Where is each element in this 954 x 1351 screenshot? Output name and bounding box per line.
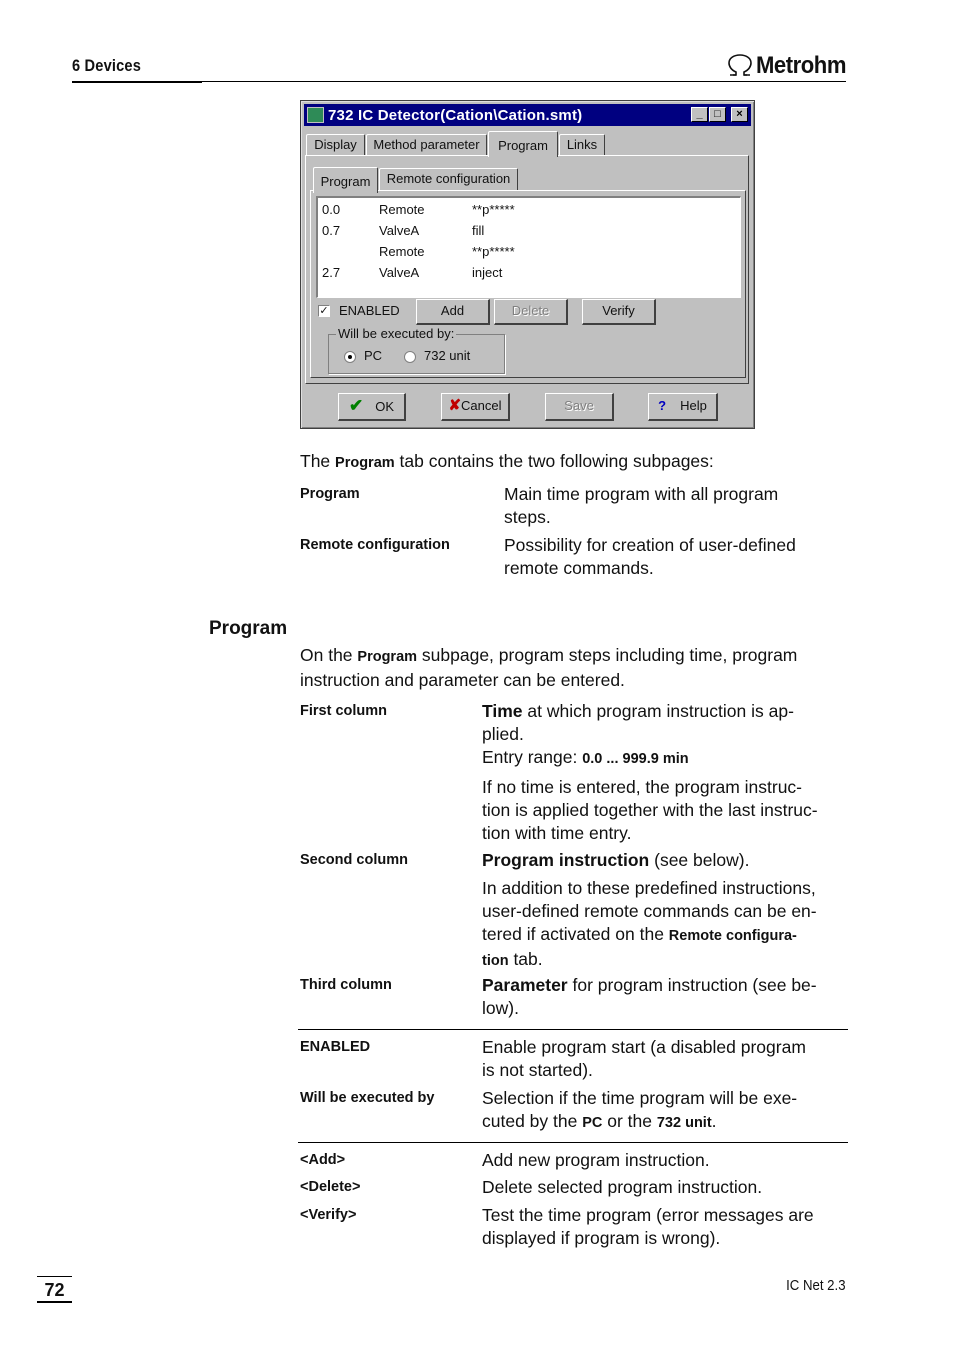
list-item[interactable]: 0.7 ValveA fill [322, 223, 485, 238]
list-item[interactable]: Remote **p***** [379, 244, 515, 259]
checkmark-icon: ✓ [319, 305, 329, 317]
execution-group-label: Will be executed by: [338, 326, 455, 341]
tab-program[interactable]: Program [488, 131, 558, 157]
minimize-button[interactable] [691, 107, 708, 122]
cancel-button[interactable]: ✘Cancel [441, 393, 510, 421]
desc-add: Add new program instruction. [482, 1150, 710, 1170]
ok-button[interactable]: ✔ OK [338, 393, 406, 421]
desc-third-column: Parameter for program instruction (see be- low). [482, 975, 817, 1018]
radio-732-unit[interactable] [404, 351, 416, 363]
desc-first-column: Time at which program instruction is ap- plied. Entry range: 0.0 ... 999.9 min If no time is entered, the program instruc- tion is applied together with the last instruc- tion with time entry. [482, 701, 818, 843]
question-icon: ? [658, 398, 667, 413]
desc-second-column: Program instruction (see below). In addition to these predefined instructions, user-defined remote commands can be en- tered if activated on the Remote configura- tion tab. [482, 850, 817, 969]
term-add: <Add> [300, 1152, 346, 1168]
term-enabled: ENABLED [300, 1039, 371, 1055]
term-first-column: First column [300, 703, 388, 719]
tab-method-parameter[interactable]: Method parameter [366, 134, 487, 156]
subpage-term-remote: Remote configuration [300, 537, 450, 553]
term-executed-by: Will be executed by [300, 1090, 435, 1106]
tab-links[interactable]: Links [559, 134, 605, 156]
divider [298, 1029, 848, 1030]
subtab-remote-configuration[interactable]: Remote configuration [379, 168, 518, 190]
radio-732-unit-label: 732 unit [424, 348, 471, 363]
subpage-term-program: Program [300, 486, 360, 502]
subpage-desc-program: Main time program with all program steps. [504, 484, 779, 527]
save-button[interactable]: Save [545, 393, 614, 421]
page-number: 72 [37, 1276, 72, 1303]
brand-name: Metrohm [756, 52, 847, 79]
dialog-titlebar [304, 104, 751, 126]
enabled-label: ENABLED [339, 303, 400, 318]
radio-pc[interactable] [344, 351, 356, 363]
delete-button[interactable]: Delete [494, 299, 568, 325]
enabled-checkbox[interactable] [318, 305, 330, 317]
program-list[interactable] [316, 196, 741, 298]
desc-executed-by: Selection if the time program will be exe- cuted by the PC or the 732 unit. [482, 1088, 798, 1131]
section-intro: On the Program subpage, program steps including time, program instruction and parameter can be entered. [300, 645, 798, 690]
subtab-program[interactable]: Program [313, 167, 378, 193]
close-icon: × [736, 108, 743, 120]
section-title: Program [209, 618, 288, 639]
subpage-desc-remote: Possibility for creation of user-defined remote commands. [504, 535, 796, 578]
term-second-column: Second column [300, 852, 408, 868]
term-verify: <Verify> [300, 1207, 357, 1223]
help-button[interactable]: ? Help [648, 393, 718, 421]
desc-verify: Test the time program (error messages are displayed if program is wrong). [482, 1205, 814, 1248]
chapter-heading: 6 Devices [72, 56, 142, 75]
list-item[interactable]: 2.7 ValveA inject [322, 265, 503, 280]
product-name: IC Net 2.3 [786, 1277, 846, 1294]
dialog-title: 732 IC Detector(Cation\Cation.smt) [328, 107, 583, 124]
maximize-icon: □ [714, 108, 721, 120]
verify-button[interactable]: Verify [582, 299, 656, 325]
check-icon: ✔ [348, 396, 364, 415]
add-button[interactable]: Add [416, 299, 490, 325]
tab-display[interactable]: Display [306, 134, 365, 156]
maximize-button[interactable] [709, 107, 726, 122]
close-button[interactable] [731, 107, 748, 122]
header-rule-thick [72, 81, 202, 83]
radio-pc-label: PC [364, 348, 383, 363]
term-delete: <Delete> [300, 1179, 361, 1195]
omega-icon [726, 54, 754, 78]
minimize-icon: _ [696, 108, 703, 120]
divider [298, 1142, 848, 1143]
desc-delete: Delete selected program instruction. [482, 1177, 763, 1197]
cross-icon: ✘ [448, 397, 462, 414]
list-item[interactable]: 0.0 Remote **p***** [322, 202, 515, 217]
desc-enabled: Enable program start (a disabled program is not started). [482, 1037, 806, 1080]
intro-text: The Program tab contains the two following subpages: [300, 451, 714, 471]
brand-logo [726, 52, 854, 80]
term-third-column: Third column [300, 977, 392, 993]
app-icon [307, 107, 324, 123]
